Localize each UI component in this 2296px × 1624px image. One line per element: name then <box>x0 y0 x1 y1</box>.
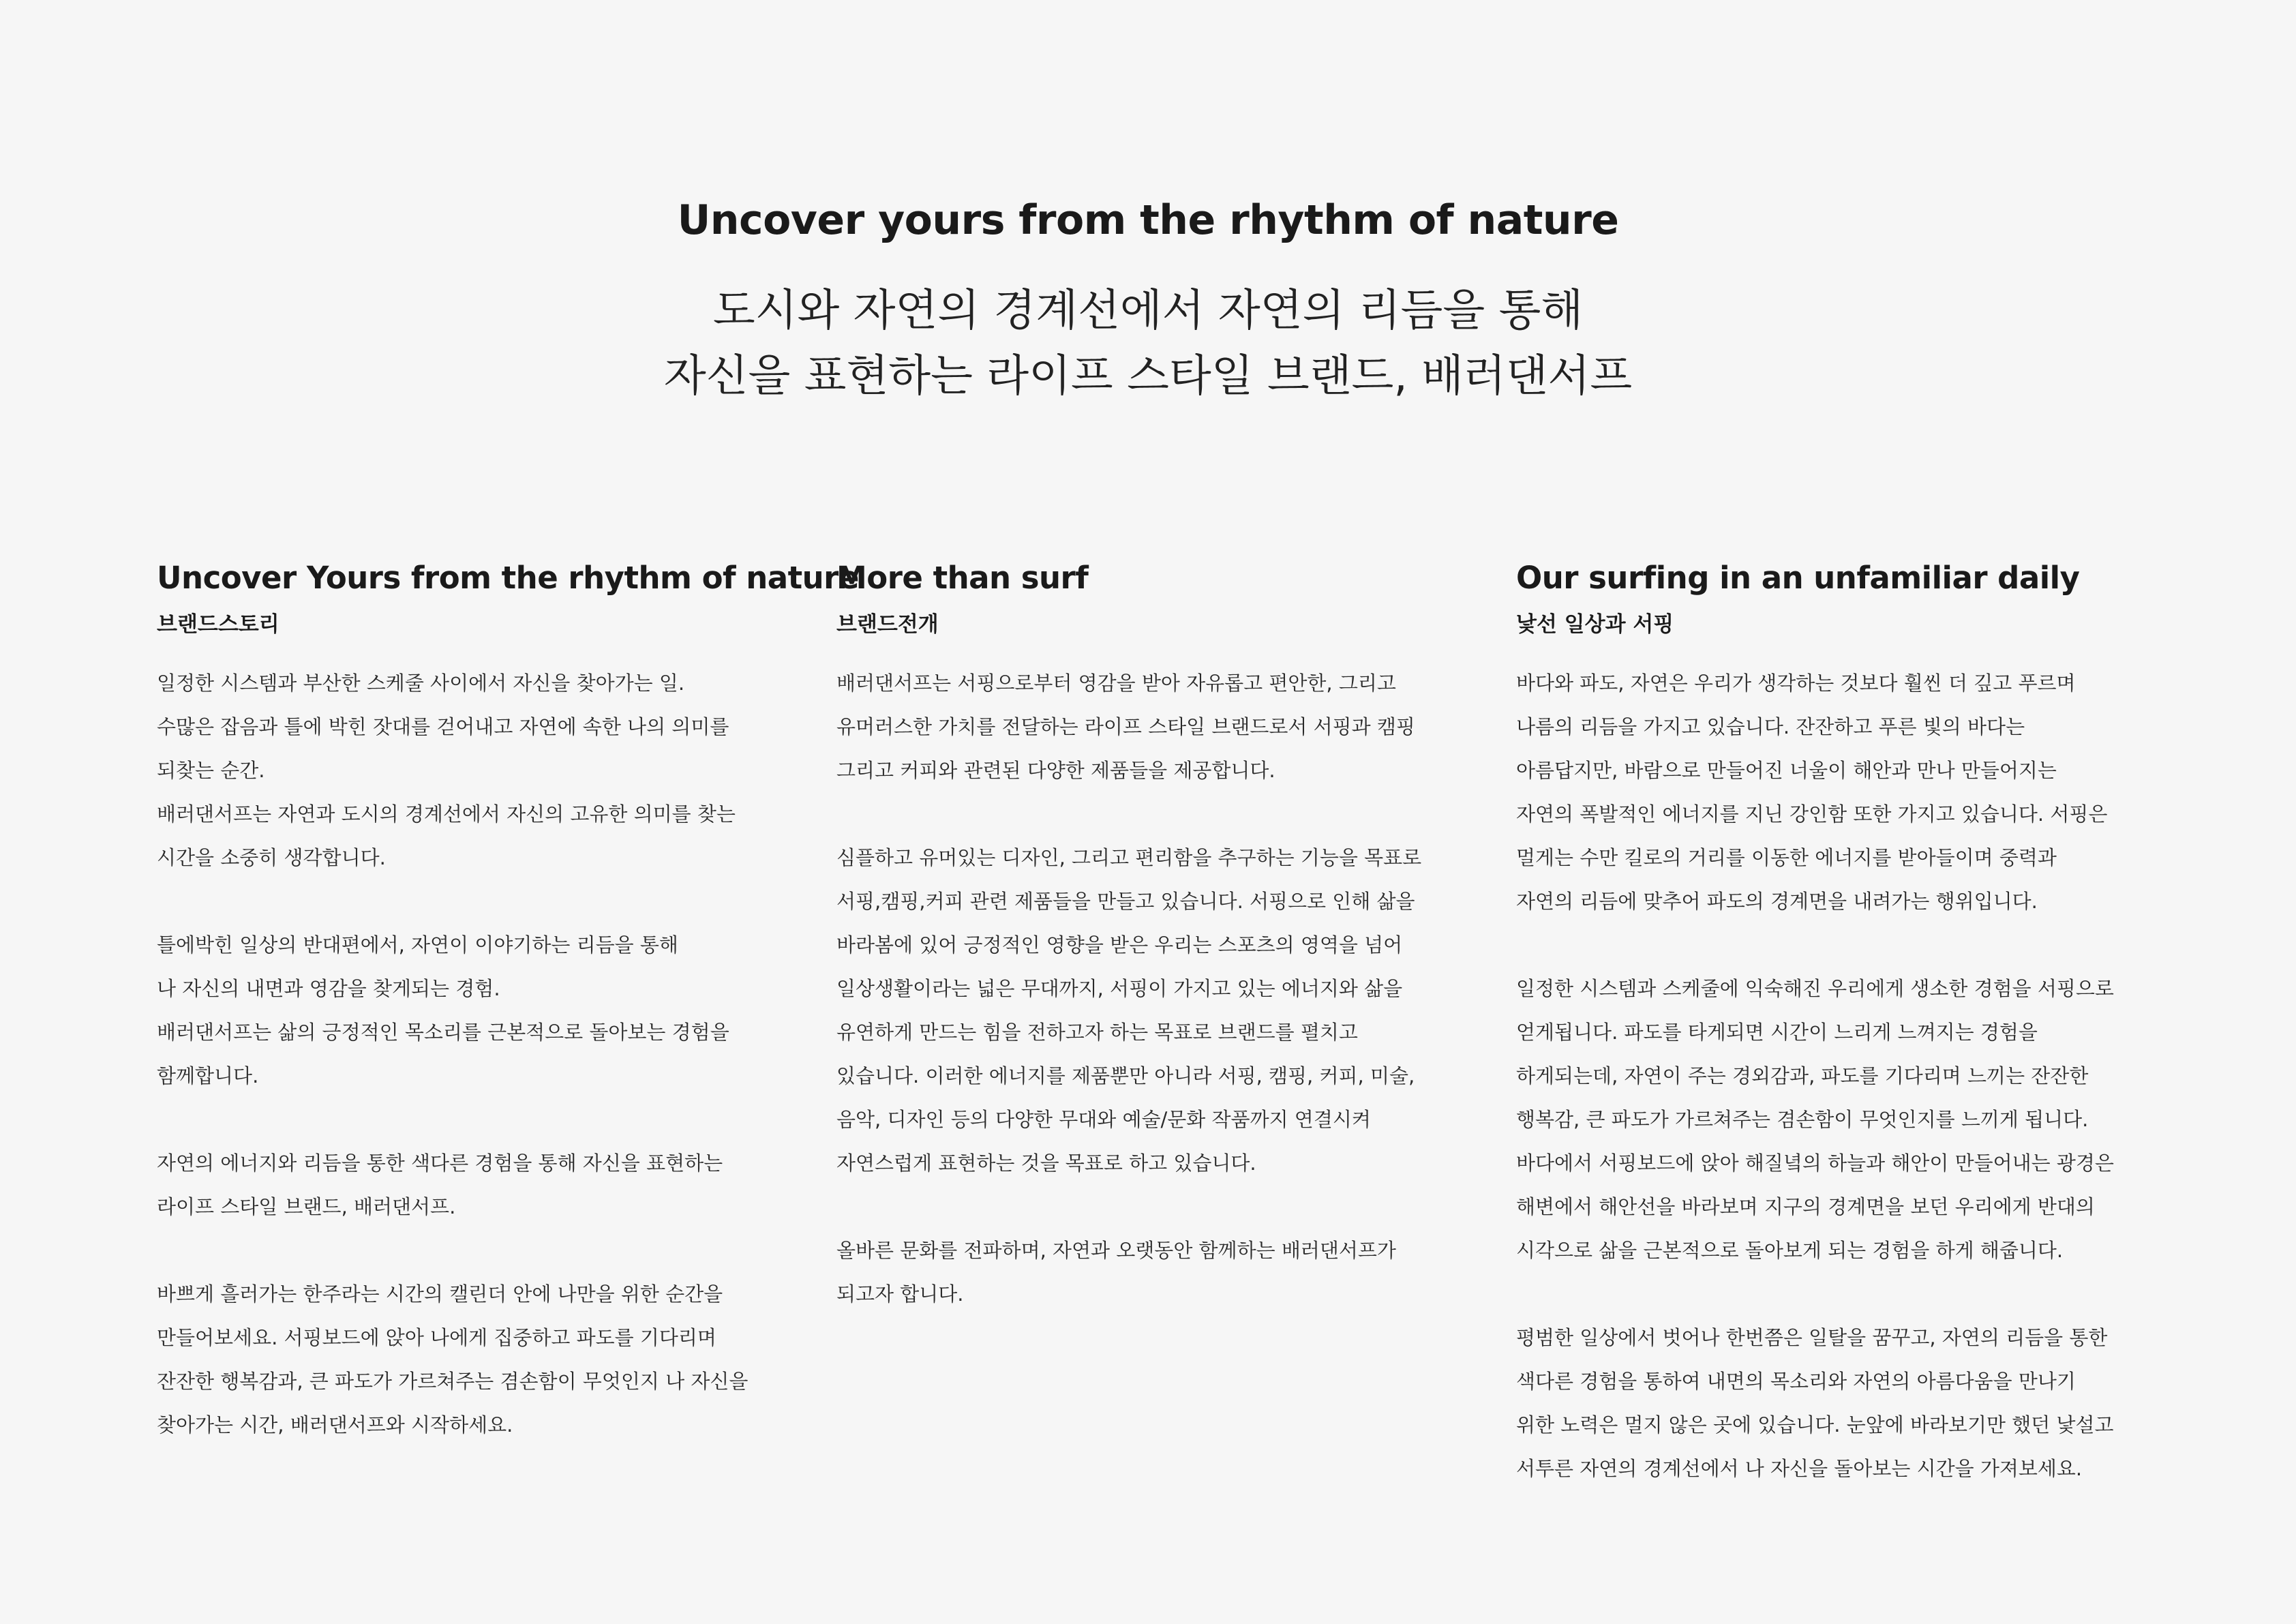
paragraph-line <box>836 792 1477 836</box>
hero-subtitle-line-2: 자신을 표현하는 라이프 스타일 브랜드, 배러댄서프 <box>663 351 1633 402</box>
paragraph-line: 배러댄서프는 서핑으로부터 영감을 받아 자유롭고 편안한, 그리고 <box>836 672 1396 695</box>
paragraph-line: 자연의 폭발적인 에너지를 지닌 강인함 또한 가지고 있습니다. 서핑은 <box>1516 802 2108 826</box>
paragraph-line: 유머러스한 가치를 전달하는 라이프 스타일 브랜드로서 서핑과 캠핑 <box>836 715 1415 738</box>
paragraph-line <box>157 1229 798 1272</box>
paragraph-line <box>157 1098 798 1141</box>
paragraph-line: 아름답지만, 바람으로 만들어진 너울이 해안과 만나 만들어지는 <box>1516 759 2057 782</box>
paragraph-line: 자연의 리듬에 맞추어 파도의 경계면을 내려가는 행위입니다. <box>1516 890 2038 913</box>
paragraph-line: 함께합니다. <box>157 1064 259 1087</box>
paragraph-line <box>1516 1272 2157 1316</box>
column-title: More than surf <box>836 560 1089 596</box>
paragraph-line: 바다와 파도, 자연은 우리가 생각하는 것보다 훨씬 더 깊고 푸르며 <box>1516 672 2076 695</box>
paragraph-line: 일정한 시스템과 스케줄에 익숙해진 우리에게 생소한 경험을 서핑으로 <box>1516 977 2114 1000</box>
paragraph-line: 심플하고 유머있는 디자인, 그리고 편리함을 추구하는 기능을 목표로 <box>836 846 1422 869</box>
column-body <box>836 661 1477 1316</box>
column-subtitle: 브랜드전개 <box>836 612 939 637</box>
paragraph-line: 라이프 스타일 브랜드, 배러댄서프. <box>157 1195 456 1218</box>
paragraph-line: 색다른 경험을 통하여 내면의 목소리와 자연의 아름다움을 만나기 <box>1516 1370 2076 1393</box>
column-body <box>157 661 798 1447</box>
paragraph-line: 일상생활이라는 넓은 무대까지, 서핑이 가지고 있는 에너지와 삶을 <box>836 977 1403 1000</box>
hero-title: Uncover yours from the rhythm of nature <box>677 196 1619 244</box>
hero-subtitle-line-1: 도시와 자연의 경계선에서 자연의 리듬을 통해 <box>712 286 1584 336</box>
paragraph-line: 그리고 커피와 관련된 다양한 제품들을 제공합니다. <box>836 759 1275 782</box>
unfamiliar-daily-column <box>1516 551 2157 1490</box>
paragraph-line: 바라봄에 있어 긍정적인 영향을 받은 우리는 스포츠의 영역을 넘어 <box>836 933 1403 957</box>
paragraph-line: 잔잔한 행복감과, 큰 파도가 가르쳐주는 겸손함이 무엇인지 나 자신을 <box>157 1370 749 1393</box>
paragraph-line: 배러댄서프는 자연과 도시의 경계선에서 자신의 고유한 의미를 찾는 <box>157 802 736 826</box>
paragraph-line: 유연하게 만드는 힘을 전하고자 하는 목표로 브랜드를 펼치고 <box>836 1021 1358 1044</box>
paragraph-line: 있습니다. 이러한 에너지를 제품뿐만 아니라 서핑, 캠핑, 커피, 미술, <box>836 1064 1415 1087</box>
paragraph-line: 되고자 합니다. <box>836 1282 964 1306</box>
paragraph-line: 되찾는 순간. <box>157 759 265 782</box>
paragraph-line <box>157 879 798 923</box>
paragraph-line: 시각으로 삶을 근본적으로 돌아보게 되는 경험을 하게 해줍니다. <box>1516 1239 2064 1262</box>
paragraph-line: 서핑,캠핑,커피 관련 제품들을 만들고 있습니다. 서핑으로 인해 삶을 <box>836 890 1415 913</box>
paragraph-line: 배러댄서프는 삶의 긍정적인 목소리를 근본적으로 돌아보는 경험을 <box>157 1021 729 1044</box>
paragraph-line: 자연스럽게 표현하는 것을 목표로 하고 있습니다. <box>836 1152 1256 1175</box>
paragraph-line: 바다에서 서핑보드에 앉아 해질녘의 하늘과 해안이 만들어내는 광경은 <box>1516 1152 2114 1175</box>
column-subtitle: 낯선 일상과 서핑 <box>1516 612 1674 637</box>
paragraph-line: 위한 노력은 멀지 않은 곳에 있습니다. 눈앞에 바라보기만 했던 낯설고 <box>1516 1413 2114 1437</box>
paragraph-line <box>1516 923 2157 967</box>
paragraph-line: 행복감, 큰 파도가 가르쳐주는 겸손함이 무엇인지를 느끼게 됩니다. <box>1516 1108 2089 1131</box>
paragraph-line: 하게되는데, 자연이 주는 경외감과, 파도를 기다리며 느끼는 잔잔한 <box>1516 1064 2089 1087</box>
paragraph-line: 음악, 디자인 등의 다양한 무대와 예술/문화 작품까지 연결시켜 <box>836 1108 1371 1131</box>
paragraph-line: 멀게는 수만 킬로의 거리를 이동한 에너지를 받아들이며 중력과 <box>1516 846 2057 869</box>
paragraph-line: 찾아가는 시간, 배러댄서프와 시작하세요. <box>157 1413 513 1437</box>
paragraph-line: 만들어보세요. 서핑보드에 앉아 나에게 집중하고 파도를 기다리며 <box>157 1326 716 1349</box>
paragraph-line: 서투른 자연의 경계선에서 나 자신을 돌아보는 시간을 가져보세요. <box>1516 1457 2083 1480</box>
paragraph-line: 나 자신의 내면과 영감을 찾게되는 경험. <box>157 977 500 1000</box>
paragraph-line: 일정한 시스템과 부산한 스케줄 사이에서 자신을 찾아가는 일. <box>157 672 685 695</box>
hero-subtitle <box>0 278 2296 409</box>
column-body <box>1516 661 2157 1490</box>
paragraph-line: 바쁘게 흘러가는 한주라는 시간의 캘린더 안에 나만을 위한 순간을 <box>157 1282 723 1306</box>
column-title: Our surfing in an unfamiliar daily <box>1516 560 2080 596</box>
paragraph-line: 올바른 문화를 전파하며, 자연과 오랫동안 함께하는 배러댄서프가 <box>836 1239 1396 1262</box>
paragraph-line: 얻게됩니다. 파도를 타게되면 시간이 느리게 느껴지는 경험을 <box>1516 1021 2038 1044</box>
paragraph-line: 시간을 소중히 생각합니다. <box>157 846 386 869</box>
paragraph-line: 수많은 잡음과 틀에 박힌 잣대를 걷어내고 자연에 속한 나의 의미를 <box>157 715 729 738</box>
paragraph-line: 해변에서 해안선을 바라보며 지구의 경계면을 보던 우리에게 반대의 <box>1516 1195 2095 1218</box>
paragraph-line <box>836 1185 1477 1229</box>
paragraph-line: 평범한 일상에서 벗어나 한번쯤은 일탈을 꿈꾸고, 자연의 리듬을 통한 <box>1516 1326 2108 1349</box>
column-title: Uncover Yours from the rhythm of nature <box>157 560 859 596</box>
brand-story-column <box>157 551 859 1447</box>
paragraph-line: 나름의 리듬을 가지고 있습니다. 잔잔하고 푸른 빛의 바다는 <box>1516 715 2025 738</box>
brand-expansion-column <box>836 551 1477 1316</box>
column-subtitle: 브랜드스토리 <box>157 612 280 637</box>
paragraph-line: 자연의 에너지와 리듬을 통한 색다른 경험을 통해 자신을 표현하는 <box>157 1152 723 1175</box>
paragraph-line: 틀에박힌 일상의 반대편에서, 자연이 이야기하는 리듬을 통해 <box>157 933 678 957</box>
